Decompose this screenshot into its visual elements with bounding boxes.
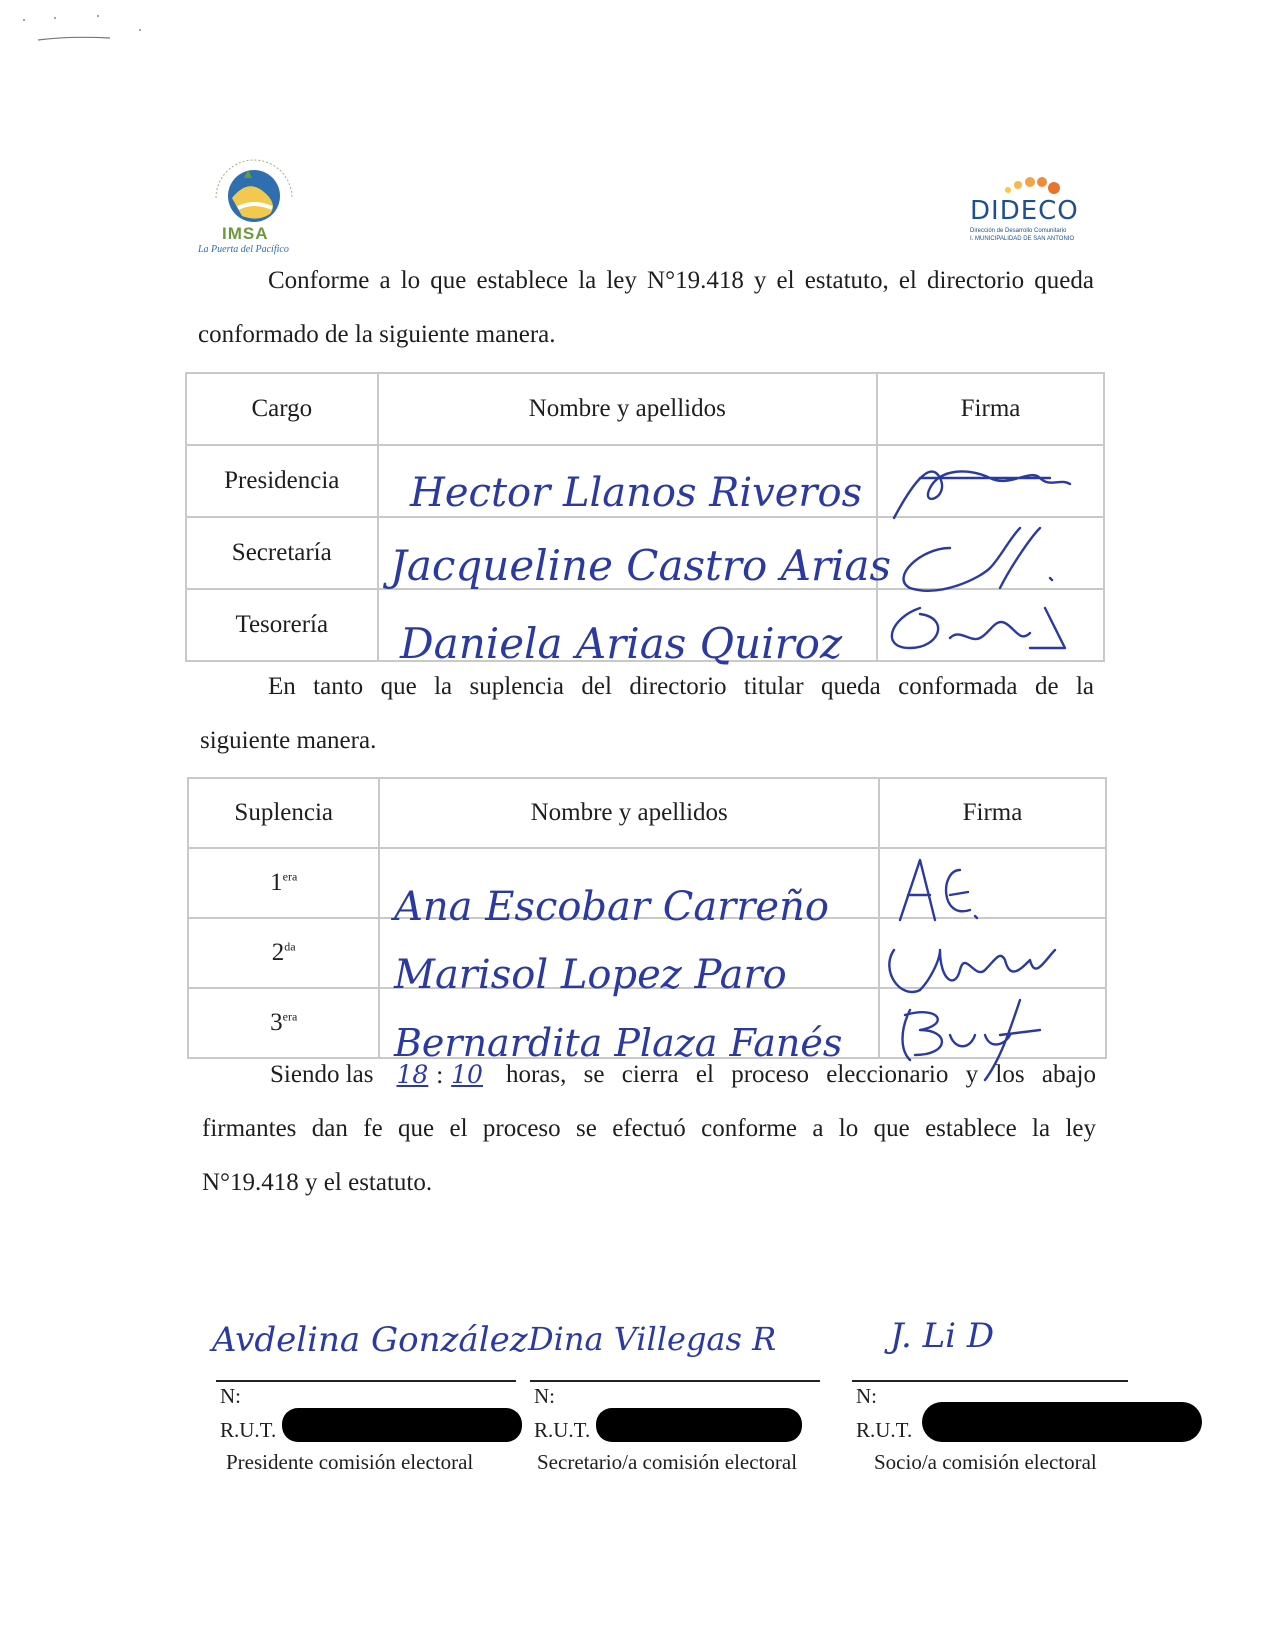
imsa-logo [198, 148, 310, 260]
mid-line-1: En tanto que la suplencia del directorio titular queda conformada de la [268, 673, 1094, 700]
handwritten-signature: Dina Villegas R [528, 1320, 777, 1358]
mid-line-2: siguiente manera. [200, 727, 377, 754]
closing-part1: Siendo las [270, 1061, 374, 1088]
cargo-cell: Presidencia [186, 445, 378, 517]
closing-hour: 18 [396, 1060, 429, 1089]
n-label: N: [534, 1384, 555, 1408]
ordinal-suffix: era [282, 1009, 298, 1024]
suplencia-cell [188, 848, 379, 918]
handwriting-directorio [380, 448, 892, 678]
intro-line-1: Conforme a lo que establece la ley N°19.418 y el estatuto, el directorio queda [268, 267, 1094, 294]
handwritten-name: Hector Llanos Riveros [410, 470, 863, 516]
closing-line-3: N°19.418 y el estatuto. [202, 1169, 433, 1196]
header-nombre: Nombre y apellidos [379, 778, 879, 848]
cargo-cell: Tesorería [186, 589, 378, 661]
handwritten-signature: J. Li D [890, 1316, 995, 1356]
scan-marks [0, 0, 160, 60]
signature-line [216, 1380, 516, 1382]
imsa-name: IMSA [222, 224, 269, 243]
handwritten-name: Bernardita Plaza Fanés [394, 1021, 843, 1065]
closing-colon: : [436, 1062, 444, 1089]
closing-part2: horas, se cierra el proceso eleccionario y los abajo [505, 1061, 1096, 1088]
ordinal-number: 1 [270, 869, 283, 896]
header-nombre: Nombre y apellidos [378, 373, 877, 445]
header-firma: Firma [877, 373, 1104, 445]
redaction-bar [282, 1408, 522, 1442]
ordinal-suffix: da [284, 939, 296, 954]
ordinal-number: 2 [271, 939, 285, 966]
ordinal-suffix: era [282, 869, 298, 884]
handwritten-name: Daniela Arias Quiroz [400, 619, 843, 668]
closing-time [396, 1048, 482, 1103]
intro-line-2: conformado de la siguiente manera. [198, 321, 556, 348]
signature-mark [892, 608, 1065, 648]
handwritten-name: Marisol Lopez Paro [394, 952, 787, 998]
rut-label: R.U.T. [856, 1418, 913, 1442]
n-label: N: [220, 1384, 241, 1408]
dideco-line2: I. MUNICIPALIDAD DE SAN ANTONIO [970, 236, 1075, 242]
closing-line-1 [270, 1048, 1096, 1103]
role-label: Presidente comisión electoral [226, 1450, 474, 1474]
handwritten-signature: Avdelina González [212, 1320, 528, 1360]
role-label: Secretario/a comisión electoral [537, 1450, 798, 1474]
signature-line [852, 1380, 1128, 1382]
handwriting-suplencia [384, 850, 844, 1070]
header-cargo: Cargo [186, 373, 378, 445]
signature-line [530, 1380, 820, 1382]
signature-mark [900, 860, 977, 920]
ordinal-number: 3 [270, 1009, 283, 1036]
suplencia-cell [188, 918, 379, 988]
rut-label: R.U.T. [534, 1418, 591, 1442]
imsa-tagline: La Puerta del Pacífico [198, 244, 289, 255]
dideco-line1: Dirección de Desarrollo Comunitario [970, 228, 1067, 234]
signature-mark [889, 950, 1055, 992]
cargo-cell: Secretaría [186, 517, 378, 589]
role-label: Socio/a comisión electoral [874, 1450, 1097, 1474]
handwritten-name: Jacqueline Castro Arias [390, 541, 892, 590]
handwritten-name: Ana Escobar Carreño [394, 884, 829, 930]
dideco-logo [968, 170, 1098, 250]
n-label: N: [856, 1384, 877, 1408]
signature-mark [894, 471, 1070, 518]
closing-minute: 10 [451, 1060, 483, 1089]
closing-line-2: firmantes dan fe que el proceso se efectuó conforme a lo que establece la ley [202, 1115, 1096, 1142]
header-firma: Firma [879, 778, 1106, 848]
dideco-name: DIDECO [970, 196, 1079, 226]
signatures-directorio [880, 448, 1100, 668]
redaction-bar [596, 1408, 802, 1442]
header-suplencia: Suplencia [188, 778, 379, 848]
rut-label: R.U.T. [220, 1418, 277, 1442]
redaction-bar [922, 1402, 1202, 1442]
signature-mark [904, 528, 1052, 591]
signatures-suplencia [880, 850, 1100, 1080]
